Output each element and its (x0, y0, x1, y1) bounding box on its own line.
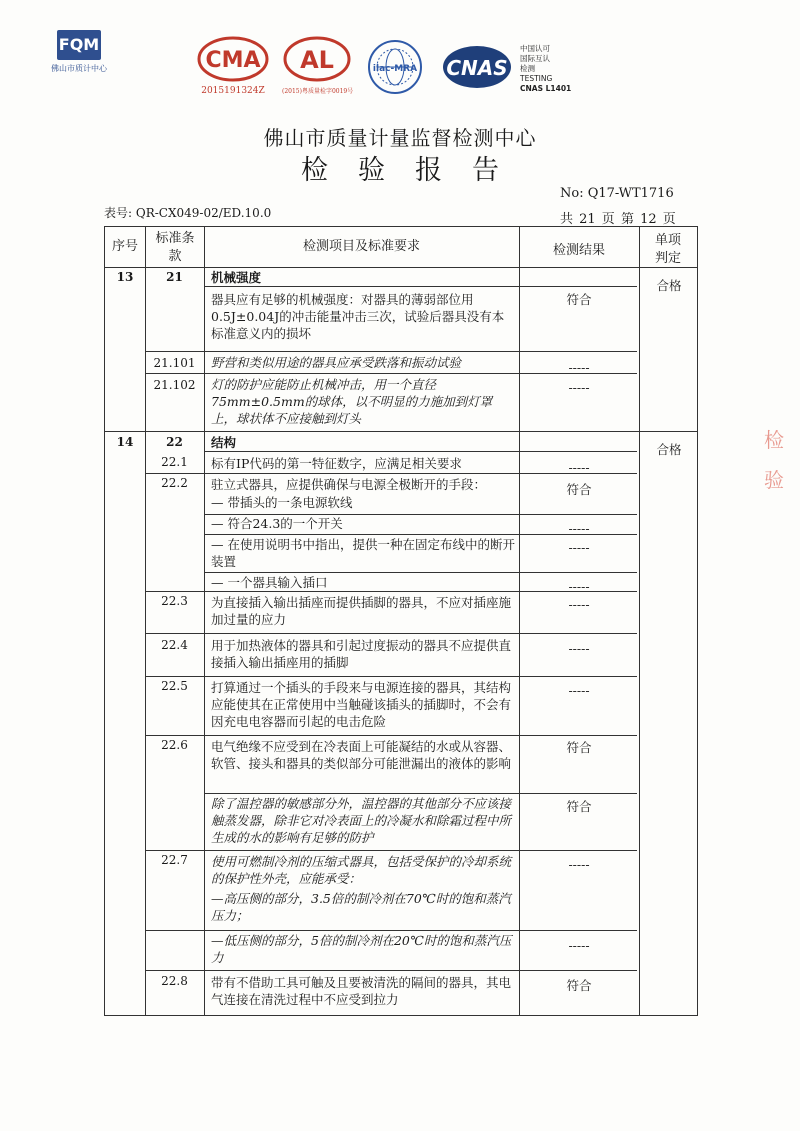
text-22-4: 用于加热液体的器具和引起过度振动的器具不应提供直接插入输出插座用的插脚 (211, 638, 512, 670)
form-number: 表号: QR-CX049-02/ED.10.0 (104, 206, 272, 220)
result-22-5: ----- (568, 683, 590, 698)
cnas-line: 中国认可 (520, 44, 550, 53)
svg-text:AL: AL (300, 46, 334, 74)
text-22-2a: 驻立式器具，应提供确保与电源全极断开的手段： (211, 477, 487, 492)
text-22-2c: — 符合24.3的一个开关 (211, 516, 343, 531)
report-number: No: Q17-WT1716 (560, 186, 674, 201)
row14-clause: 22 (166, 435, 183, 449)
row13b-text: 野营和类似用途的器具应承受跌落和振动试验 (211, 355, 462, 370)
cnas-line: TESTING (520, 74, 553, 83)
cnas-emblem-icon (440, 44, 514, 90)
cma-number: 2015191324Z (201, 86, 265, 96)
row13c-clause: 21.102 (153, 378, 196, 392)
text-22-2b: — 带插头的一条电源软线 (211, 495, 353, 510)
result-22-7a: ----- (568, 857, 590, 872)
text-22-6b: 除了温控器的敏感部分外，温控器的其他部分不应该接触蒸发器，除非它对冷表面上的冷凝水和除霜过程中所生成的水的影响有足够的防护 (211, 796, 512, 845)
row14-seq: 14 (116, 435, 134, 449)
seal-stamp-fragment: 检验 (764, 428, 784, 492)
col-header-item: 检测项目及标准要求 (302, 239, 420, 254)
clause-22-7: 22.7 (161, 853, 188, 867)
text-22-1: 标有IP代码的第一特征数字，应满足相关要求 (211, 456, 462, 471)
result-22-3: ----- (568, 597, 590, 612)
clause-22-6: 22.6 (161, 738, 188, 752)
cma-logo (196, 36, 270, 96)
col-header-clause: 标准条款 (155, 231, 195, 264)
result-22-8: 符合 (566, 978, 592, 993)
col-header-verdict: 单项判定 (654, 233, 681, 266)
clause-22-2: 22.2 (161, 476, 188, 490)
result-22-4: ----- (568, 641, 590, 656)
inspection-table (104, 226, 698, 1016)
result-22-7c: ----- (568, 938, 590, 953)
row13c-text: 灯的防护应能防止机械冲击，用一个直径75mm±0.5mm的球体，以不明显的力施加到灯罩上，球状体不应接触到灯头 (211, 377, 493, 426)
cnas-line: 检测 (520, 64, 535, 73)
clause-22-3: 22.3 (161, 594, 188, 608)
row13-clause: 21 (166, 270, 183, 284)
text-22-7b: —高压侧的部分，3.5倍的制冷剂在70℃时的饱和蒸汽压力； (211, 891, 511, 923)
row13-title: 机械强度 (211, 270, 262, 285)
col-header-seq: 序号 (111, 239, 138, 254)
clause-22-5: 22.5 (161, 679, 188, 693)
page-info: 共 21 页 第 12 页 (560, 212, 676, 227)
row13a-result: 符合 (566, 292, 592, 307)
cma-emblem-icon (196, 36, 270, 82)
result-22-1: ----- (568, 460, 590, 475)
text-22-8: 带有不借助工具可触及且要被清洗的隔间的器具，其电气连接在清洗过程中不应受到拉力 (211, 975, 512, 1007)
fqm-mark: FQM (57, 30, 101, 60)
text-22-6a: 电气绝缘不应受到在冷表面上可能凝结的水或从容器、软管、接头和器具的类似部分可能泄漏出的液体的影响 (211, 739, 512, 771)
fqm-logo (44, 30, 114, 74)
row13b-result: ----- (568, 360, 590, 375)
cal-number: (2015)粤质量检字0019号 (282, 88, 354, 95)
svg-text:ilac-MRA: ilac-MRA (372, 64, 418, 74)
text-22-2d: — 在使用说明书中指出，提供一种在固定布线中的断开装置 (211, 537, 515, 569)
result-22-2e: ----- (568, 579, 590, 594)
row13-verdict: 合格 (656, 278, 682, 293)
text-22-2e: — 一个器具输入插口 (211, 575, 328, 590)
cnas-logo (440, 44, 514, 94)
report-title: 检验报告 (301, 155, 529, 186)
svg-text:CMA: CMA (205, 48, 261, 73)
cal-logo (282, 36, 352, 95)
ilac-logo (366, 38, 424, 100)
cnas-caption (520, 44, 571, 94)
text-22-7a: 使用可燃制冷剂的压缩式器具，包括受保护的冷却系统的保护性外壳，应能承受： (211, 854, 512, 886)
cnas-line: CNAS L1401 (520, 84, 572, 93)
cal-emblem-icon (282, 36, 352, 82)
svg-text:CNAS: CNAS (446, 56, 508, 80)
row14-title: 结构 (211, 435, 237, 450)
row13c-result: ----- (568, 380, 590, 395)
organization-name: 佛山市质量计量监督检测中心 (263, 126, 537, 150)
row13a-text: 器具应有足够的机械强度：对器具的薄弱部位用0.5J±0.04J的冲击能量冲击三次，试验后器具没有本标准意义内的损坏 (211, 292, 505, 341)
text-22-5: 打算通过一个插头的手段来与电源连接的器具，其结构应能使其在正常使用中当触碰该插头的插脚时，不会有因充电电容器而引起的电击危险 (211, 680, 512, 729)
row14-verdict: 合格 (656, 442, 682, 457)
result-22-2d: ----- (568, 540, 590, 555)
ilac-globe-icon (366, 38, 424, 96)
row13-seq: 13 (116, 270, 134, 284)
clause-22-8: 22.8 (161, 974, 188, 988)
text-22-3: 为直接插入输出插座而提供插脚的器具，不应对插座施加过量的应力 (211, 595, 512, 627)
fqm-caption: 佛山市质计中心 (51, 64, 107, 73)
clause-22-4: 22.4 (161, 638, 188, 652)
row13b-clause: 21.101 (153, 356, 196, 370)
result-22-6a: 符合 (566, 740, 592, 755)
result-22-2c: ----- (568, 521, 590, 536)
cnas-line: 国际互认 (520, 54, 550, 63)
result-22-2a: 符合 (566, 482, 592, 497)
col-header-result: 检测结果 (552, 243, 605, 258)
text-22-7c: —低压侧的部分，5倍的制冷剂在20℃时的饱和蒸汽压力 (211, 933, 512, 965)
result-22-6b: 符合 (566, 799, 592, 814)
clause-22-1: 22.1 (161, 455, 188, 469)
